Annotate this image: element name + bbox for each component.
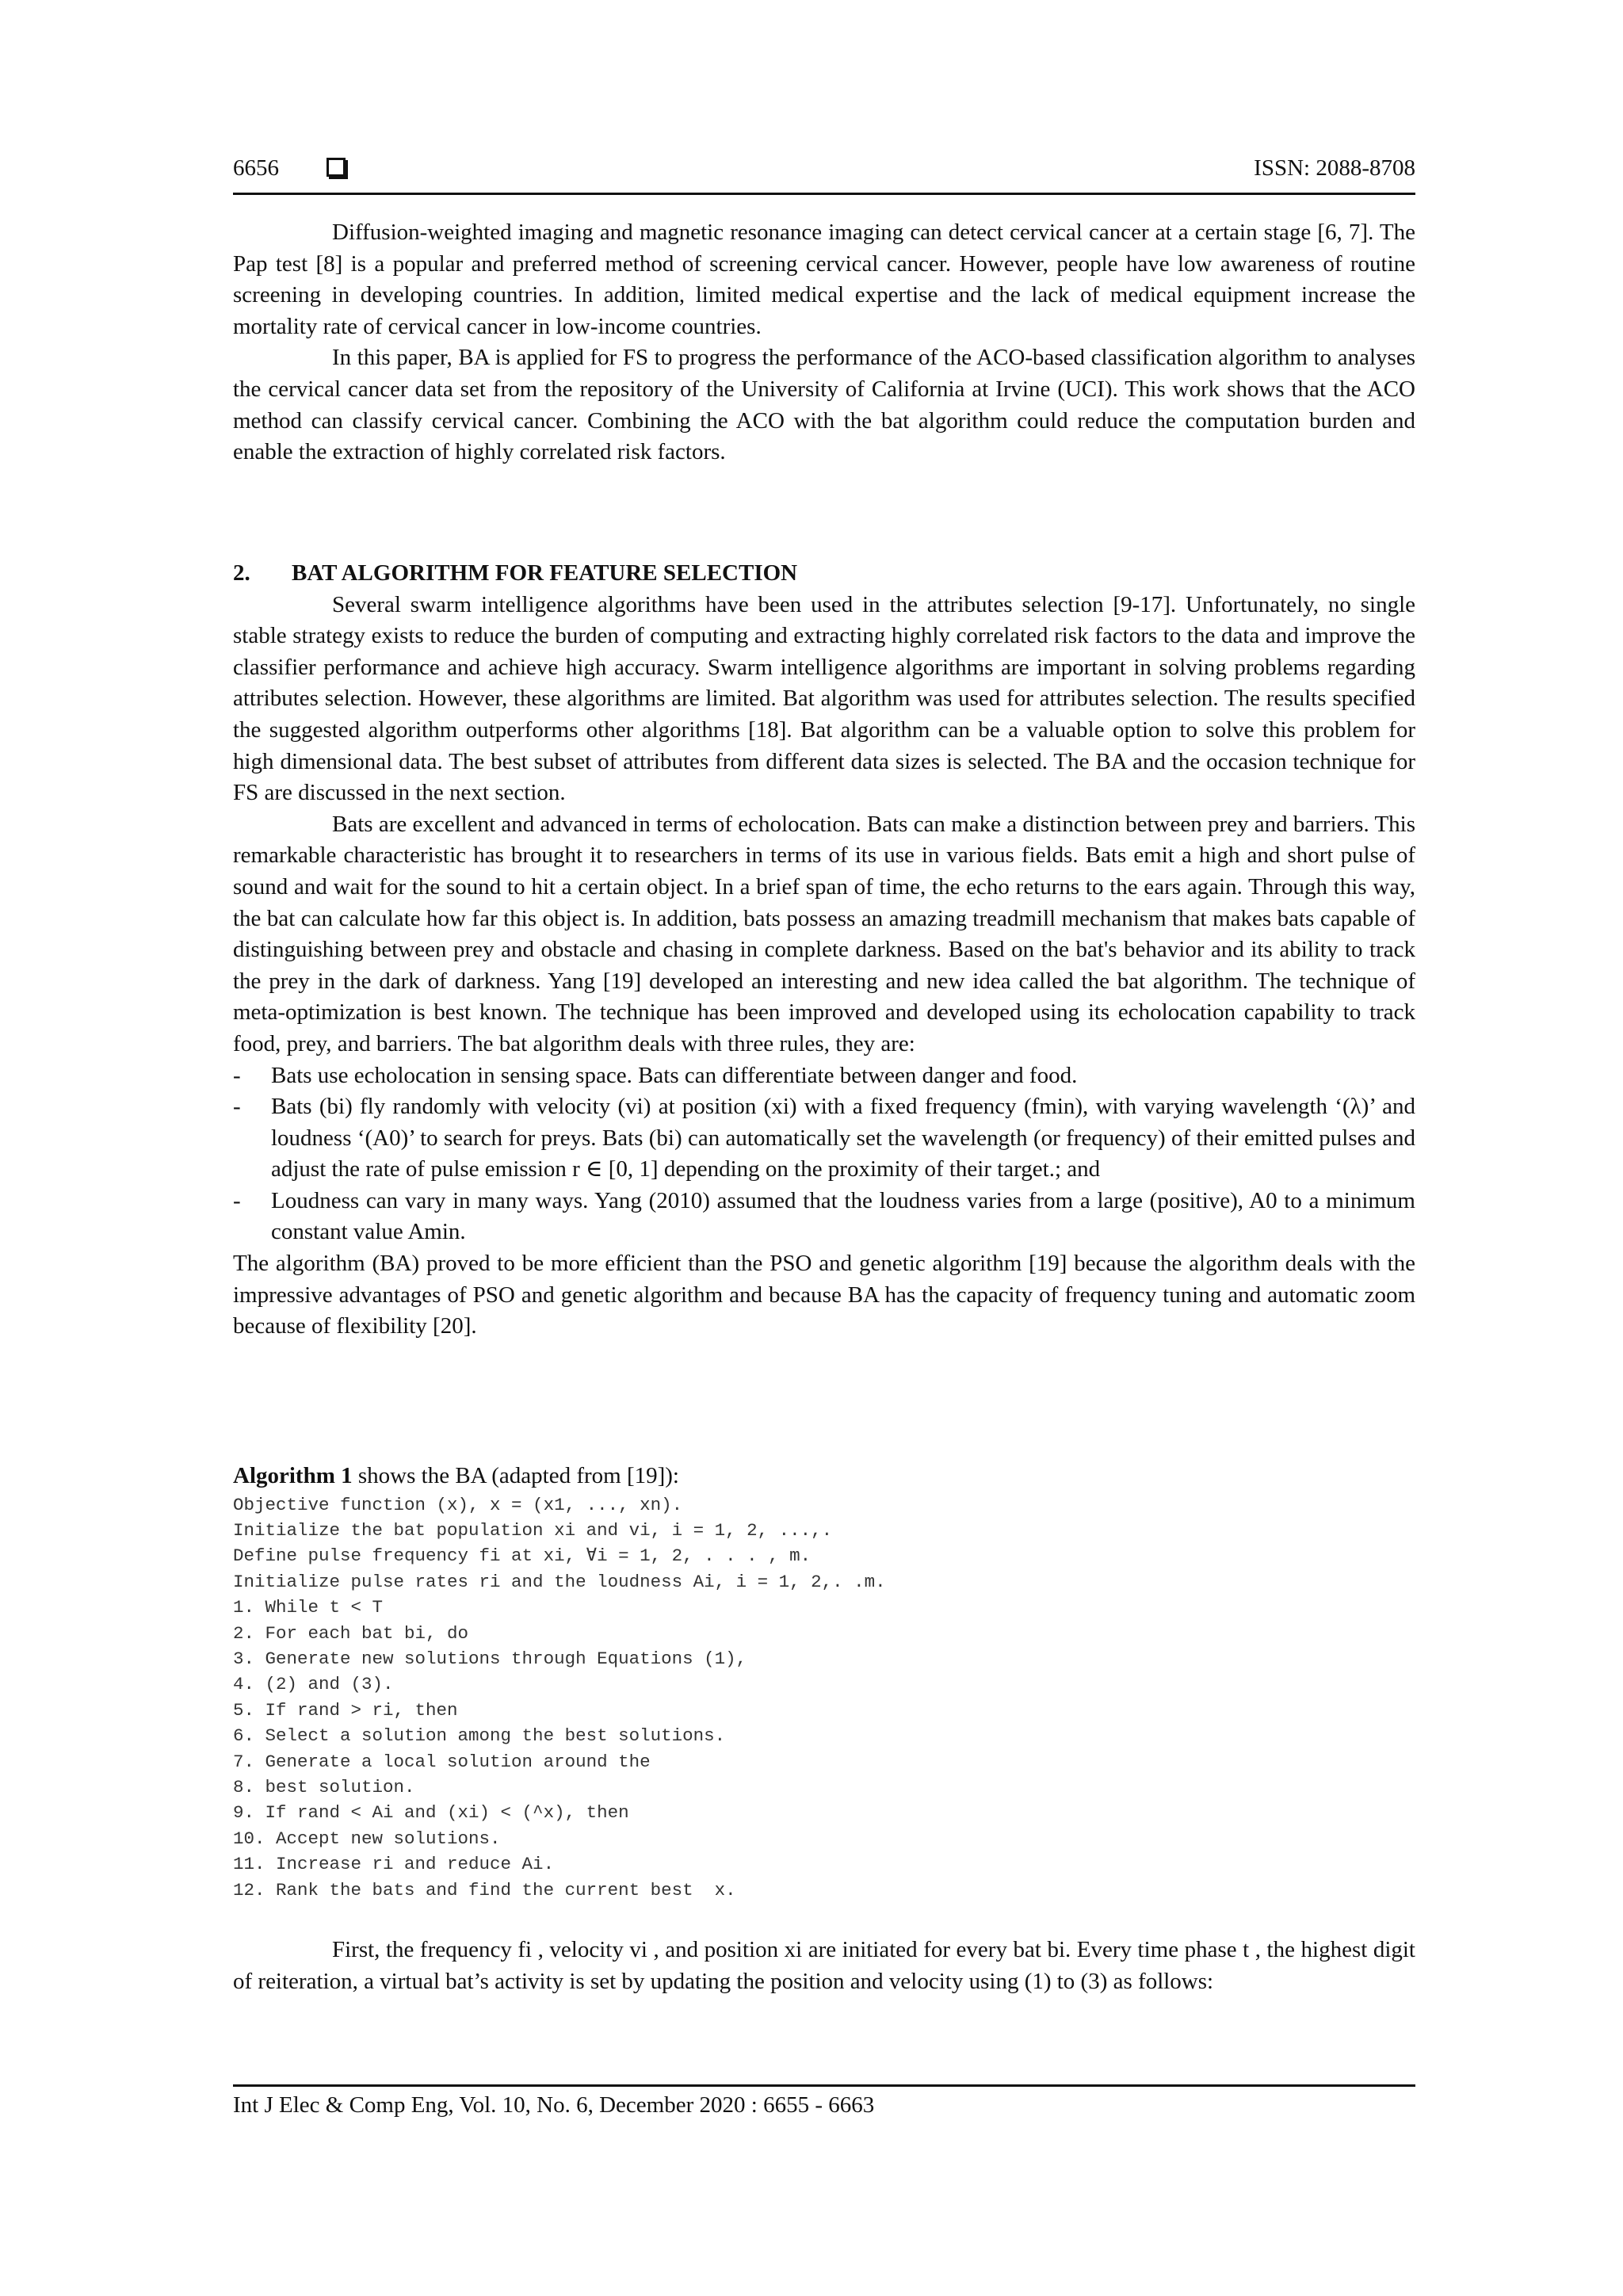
section-number: 2. — [233, 560, 250, 586]
intro-paragraph-1: Diffusion-weighted imaging and magnetic resonance imaging can detect cervical cancer at a certain stage [6, 7]. The Pap test [8] is a popular and preferred method of screening cervical cancer. However, people have low awareness of routine screening in developing countries. In addition, limited medical expertise and the lack of medical equipment increase the mortality rate of cervical cancer in low-income countries. — [233, 220, 1415, 339]
section-paragraph-4: First, the frequency fi , velocity vi , and position xi are initiated for every bat bi. Every time phase t , the highest digit of reiteration, a virtual bat’s activity is set by updating the position and velocity using (1) to (3) as follows: — [233, 1937, 1415, 1994]
main-text — [233, 217, 1415, 468]
algorithm-line: 8. best solution. — [233, 1777, 415, 1798]
algorithm-line: 5. If rand > ri, then — [233, 1699, 458, 1721]
list-item: - Bats (bi) fly randomly with velocity (vi) at position (xi) with a fixed frequency (fmin), with varying wavelength ‘(λ)’ and loudness ‘(A0)’ to search for preys. Bats (bi) can automatically set the wavelength (or frequency) of their emitted pulses and adjust the rate of pulse emission r ∈ [0, 1] depending on the proximity of their target.; and — [233, 1091, 1415, 1186]
algorithm-line: 6. Select a solution among the best solutions. — [233, 1725, 726, 1747]
rules-list — [233, 1060, 1415, 1249]
algorithm-line: 2. For each bat bi, do — [233, 1622, 469, 1644]
section-heading — [233, 558, 1415, 590]
algorithm-line: Objective function (x), x = (x1, ..., xn). — [233, 1494, 683, 1515]
section-paragraph-1: Several swarm intelligence algorithms have been used in the attributes selection [9-17]. Unfortunately, no single stable strategy exists to reduce the burden of computing and extracting highly correlated risk factors to the data and improve the classifier performance and achieve high accuracy. Swarm intelligence algorithms are important in solving problems regarding attributes selection. However, these algorithms are limited. Bat algorithm was used for attributes selection. The results specified the suggested algorithm outperforms other algorithms [18]. Bat algorithm can be a valuable option to solve this problem for high dimensional data. The best subset of attributes from different data sizes is selected. The BA and the occasion technique for FS are discussed in the next section. — [233, 591, 1415, 806]
algorithm-line: Initialize pulse rates ri and the loudness Ai, i = 1, 2,. .m. — [233, 1571, 886, 1592]
algorithm-line: 11. Increase ri and reduce Ai. — [233, 1854, 555, 1875]
algorithm-line: 9. If rand < Ai and (xi) < (^x), then — [233, 1802, 629, 1824]
section-2-continued — [233, 1935, 1415, 1997]
header-rule — [233, 193, 1415, 195]
list-item: - Loudness can vary in many ways. Yang (2010) assumed that the loudness varies from a large (positive), A0 to a minimum constant value Amin. — [233, 1186, 1415, 1248]
bullet-dash: - — [233, 1094, 241, 1120]
square-bullet-icon — [327, 158, 346, 177]
algorithm-line: Initialize the bat population xi and vi, i = 1, 2, ...,. — [233, 1520, 833, 1541]
algorithm-block — [233, 1461, 1415, 1903]
algorithm-listing — [233, 1492, 1415, 1904]
issn: ISSN: 2088-8708 — [1254, 155, 1415, 181]
algorithm-line: 1. While t < T — [233, 1597, 384, 1618]
section-title: BAT ALGORITHM FOR FEATURE SELECTION — [292, 560, 798, 586]
section-paragraph-2: Bats are excellent and advanced in terms of echolocation. Bats can make a distinction between prey and barriers. This remarkable characteristic has brought it to researchers in terms of its use in various fields. Bats emit a high and short pulse of sound and wait for the sound to hit a certain object. In a brief span of time, the echo returns to the ears again. Through this way, the bat can calculate how far this object is. In addition, bats possess an amazing treadmill mechanism that makes bats capable of distinguishing between prey and obstacle and chasing in complete darkness. Based on the bat's behavior and its ability to track the prey in the dark of darkness. Yang [19] developed an interesting and new idea called the bat algorithm. The technique of meta-optimization is best known. The technique has been improved and developed using its echolocation capability to track food, prey, and barriers. The bat algorithm deals with three rules, they are: — [233, 811, 1415, 1056]
page-number: 6656 — [233, 155, 279, 181]
bullet-dash: - — [233, 1062, 241, 1088]
list-item: - Bats use echolocation in sensing space. Bats can differentiate between danger and food. — [233, 1060, 1415, 1092]
algorithm-line: 7. Generate a local solution around the — [233, 1751, 651, 1772]
running-header — [233, 155, 1415, 193]
algorithm-line: 4. (2) and (3). — [233, 1674, 394, 1695]
algorithm-line: 3. Generate new solutions through Equations (1), — [233, 1648, 747, 1670]
algorithm-line: Define pulse frequency fi at xi, ∀i = 1, 2, . . . , m. — [233, 1545, 812, 1567]
algorithm-line: 10. Accept new solutions. — [233, 1828, 501, 1849]
footer-rule — [233, 2084, 1415, 2087]
algorithm-label: Algorithm 1 — [233, 1463, 353, 1488]
section-paragraph-3: The algorithm (BA) proved to be more efficient than the PSO and genetic algorithm [19] because the algorithm deals with the impressive advantages of PSO and genetic algorithm and because BA has the capacity of frequency tuning and automatic zoom because of flexibility [20]. — [233, 1251, 1415, 1339]
algorithm-caption: Algorithm 1 shows the BA (adapted from [19]): — [233, 1463, 679, 1488]
bullet-dash: - — [233, 1187, 241, 1213]
algorithm-line: 12. Rank the bats and find the current best x. — [233, 1879, 736, 1901]
intro-paragraph-2: In this paper, BA is applied for FS to progress the performance of the ACO-based classification algorithm to analyses the cervical cancer data set from the repository of the University of California at Irvine (UCI). This work shows that the ACO method can classify cervical cancer. Combining the ACO with the bat algorithm could reduce the computation burden and enable the extraction of highly correlated risk factors. — [233, 345, 1415, 465]
section-2 — [233, 558, 1415, 1343]
running-footer: Int J Elec & Comp Eng, Vol. 10, No. 6, December 2020 : 6655 - 6663 — [233, 2092, 875, 2118]
